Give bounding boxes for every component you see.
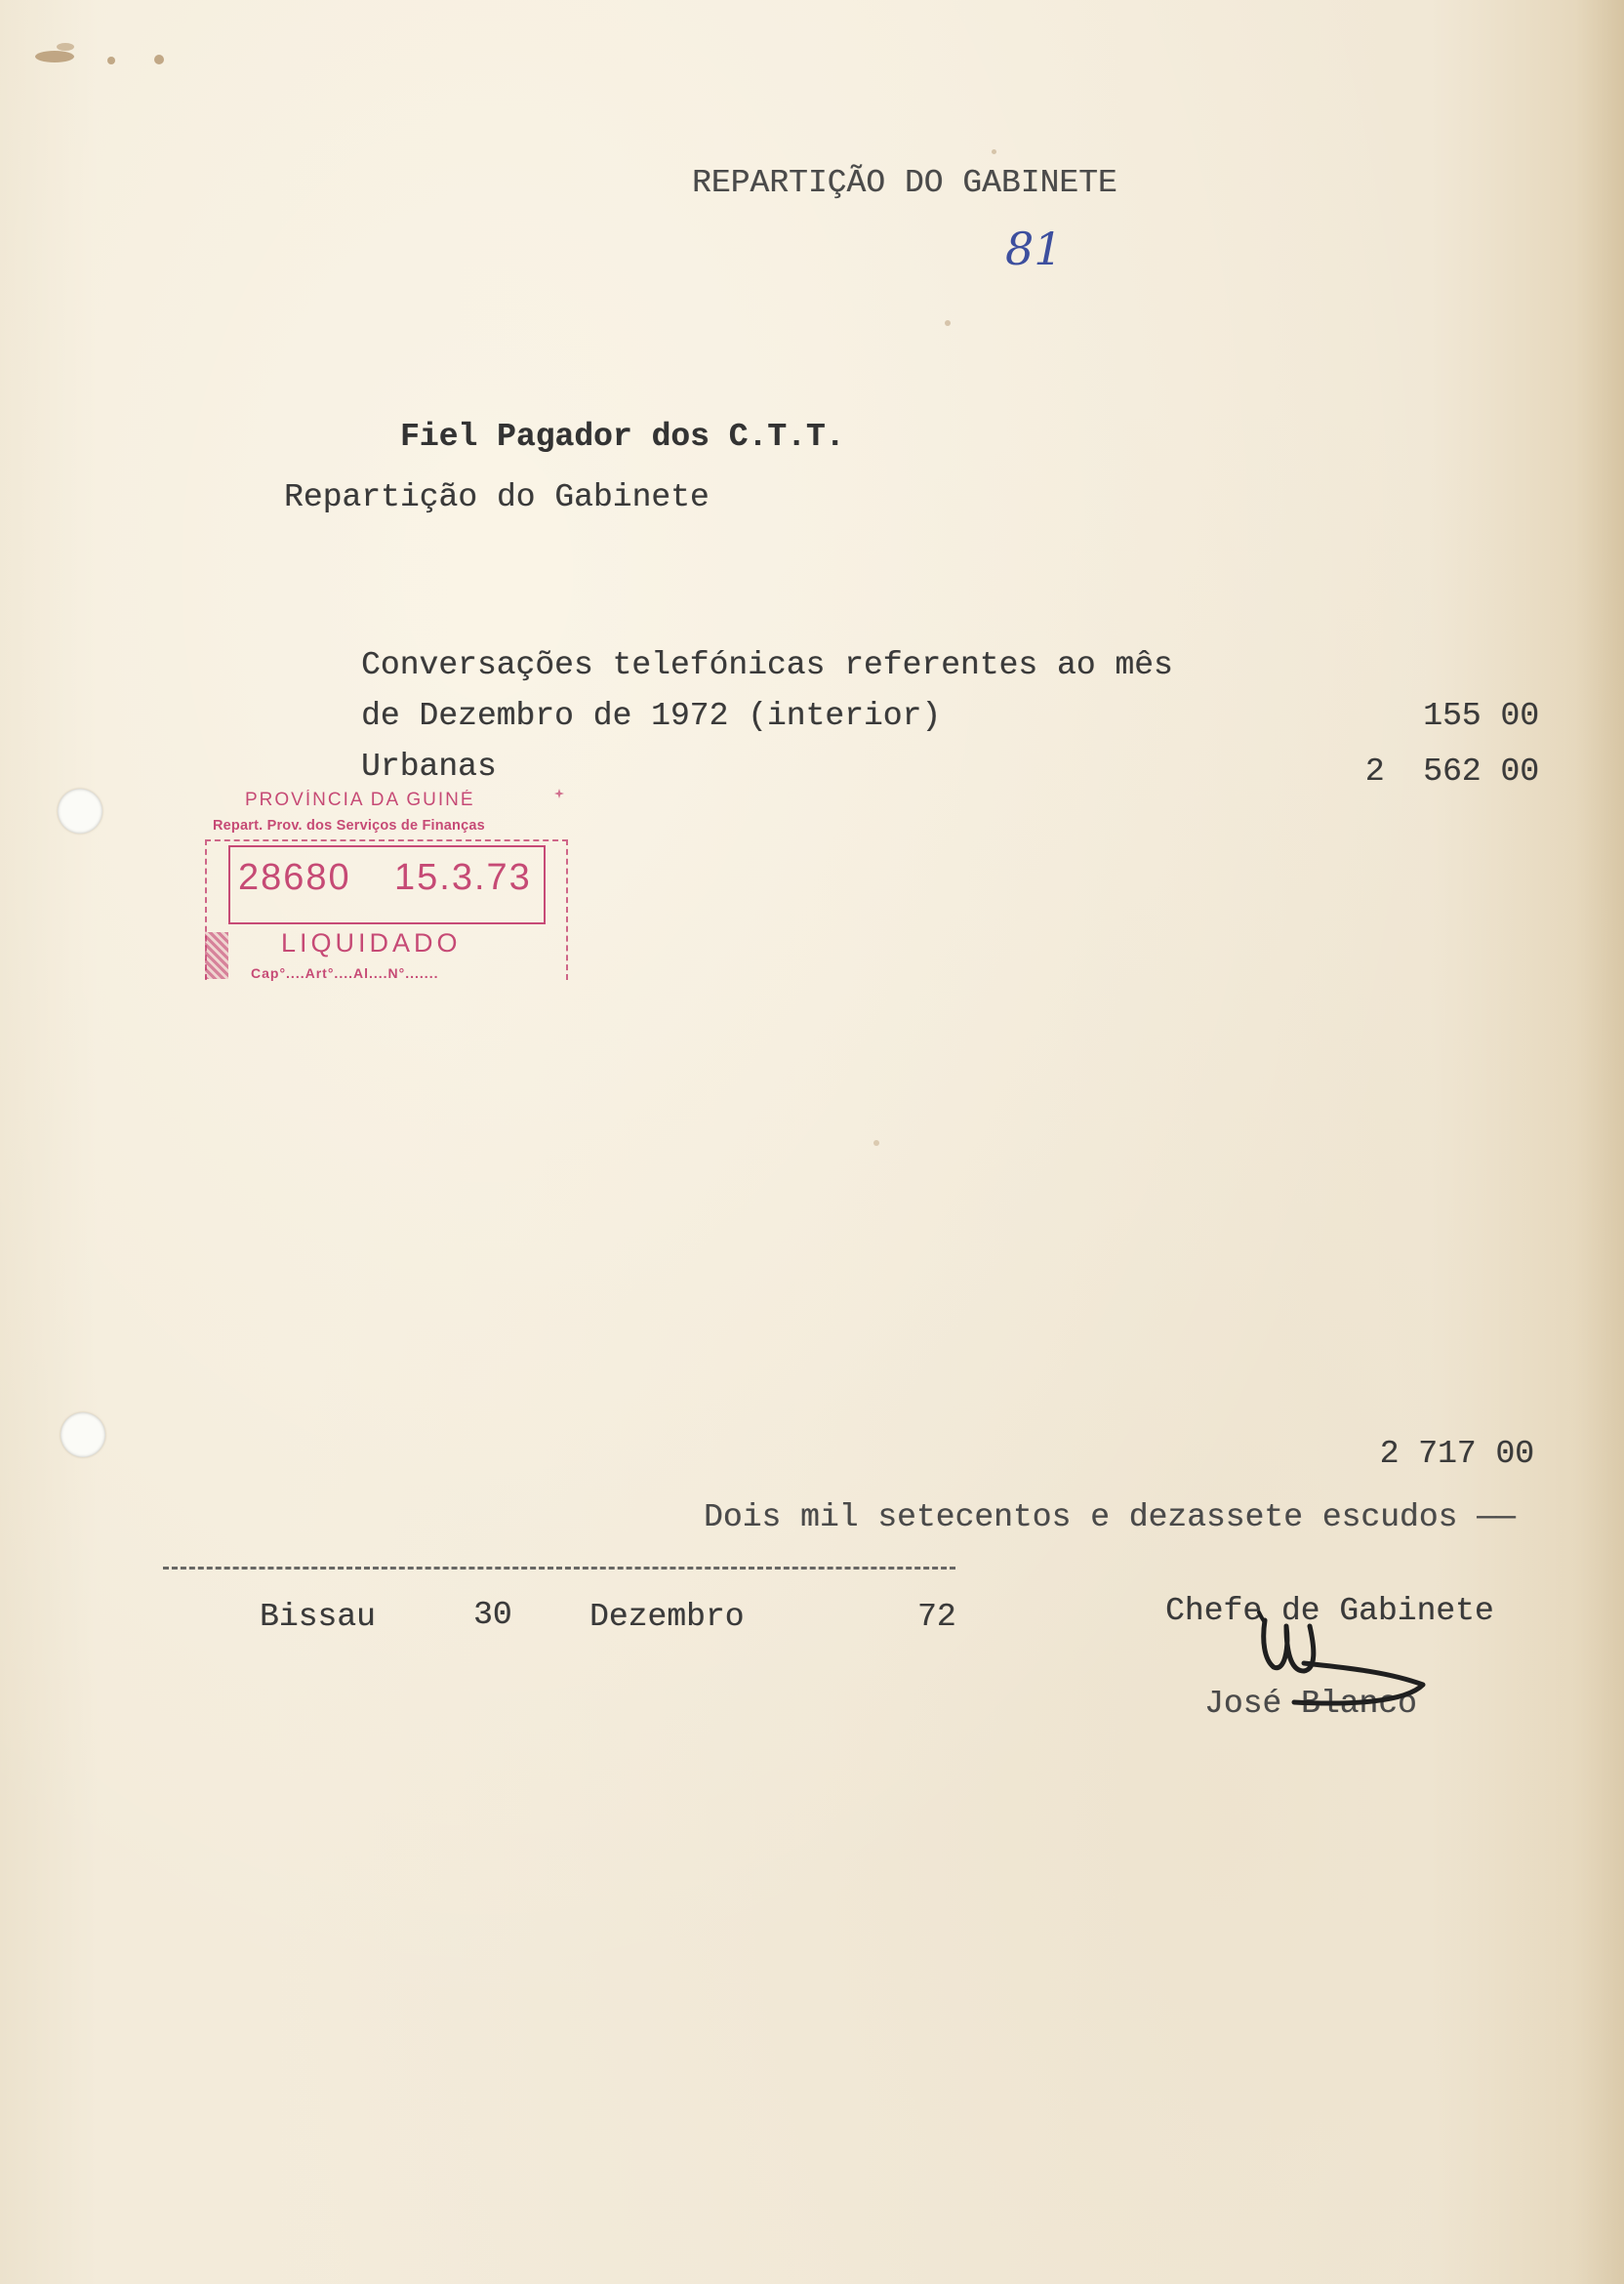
date-year: 72	[917, 1599, 956, 1635]
total-amount: 2 717 00	[1379, 1436, 1534, 1472]
paper-stain	[154, 55, 164, 64]
stamp-star-mark	[554, 789, 564, 798]
stamp-department: Repart. Prov. dos Serviços de Finanças	[213, 818, 485, 834]
dashed-rule	[163, 1567, 955, 1570]
amount-urbanas: 2 562 00	[1364, 754, 1539, 790]
urbanas-label: Urbanas	[361, 749, 497, 785]
stamp-province: PROVÍNCIA DA GUINÉ	[245, 790, 475, 810]
date-day: 30	[473, 1597, 512, 1633]
stamp-status: LIQUIDADO	[281, 928, 462, 958]
punch-hole	[61, 1412, 105, 1457]
paper-stain	[945, 320, 951, 326]
document-header: REPARTIÇÃO DO GABINETE	[692, 165, 1117, 201]
amount-interior: 155 00	[1423, 698, 1539, 734]
paper-stain	[107, 57, 115, 64]
stamp-date: 15.3.73	[394, 857, 532, 898]
paper-stain	[873, 1140, 879, 1146]
item-description-line-2: de Dezembro de 1972 (interior)	[361, 698, 942, 734]
total-in-words: Dois mil setecentos e dezassete escudos ——	[704, 1499, 1516, 1535]
stamp-fields: Cap°....Art°....Al....N°.......	[251, 965, 439, 981]
stamp-ink-blot	[205, 932, 228, 979]
item-description-line-1: Conversações telefónicas referentes ao mês	[361, 647, 1173, 683]
stamp-number: 28680	[238, 857, 351, 898]
date-month: Dezembro	[589, 1599, 745, 1635]
recipient-line-2: Repartição do Gabinete	[284, 479, 710, 515]
place: Bissau	[260, 1599, 376, 1635]
signatory-name: José Blanco	[1204, 1686, 1417, 1722]
paper-stain	[35, 51, 74, 62]
recipient-line-1: Fiel Pagador dos C.T.T.	[400, 419, 845, 455]
paper-stain	[992, 149, 996, 154]
paper-stain	[57, 43, 74, 51]
signatory-title: Chefe de Gabinete	[1165, 1593, 1494, 1629]
punch-hole	[58, 789, 102, 834]
handwritten-number: 81	[1005, 223, 1063, 275]
